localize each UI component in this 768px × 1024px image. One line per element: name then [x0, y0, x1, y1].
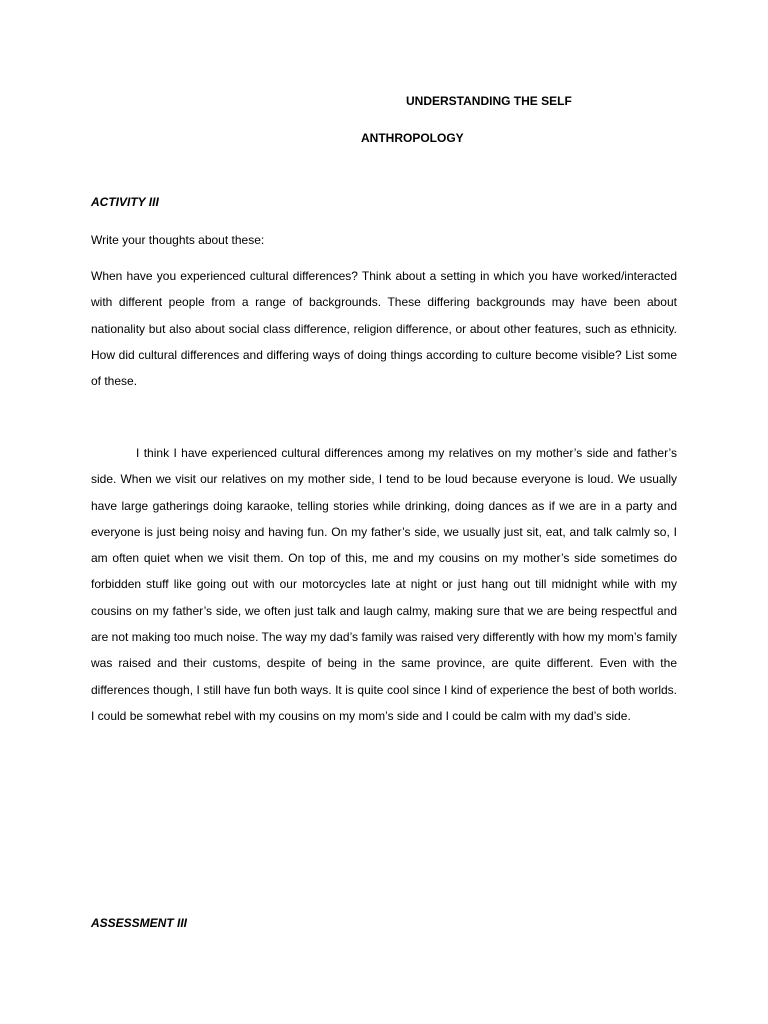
document-title: UNDERSTANDING THE SELF: [406, 94, 572, 108]
activity-heading: ACTIVITY III: [91, 195, 159, 209]
document-subtitle: ANTHROPOLOGY: [361, 131, 464, 145]
prompt-intro: Write your thoughts about these:: [91, 233, 265, 247]
assessment-heading: ASSESSMENT III: [91, 916, 188, 930]
prompt-paragraph: When have you experienced cultural differences? Think about a setting in which you have worked/interacted with different people from a range of backgrounds. These differing backgrounds may have been about nationality but also about social class difference, religion difference, or about other features, such as ethnicity. How did cultural differences and differing ways of doing things according to culture become visible? List some of these.: [91, 269, 677, 389]
answer-paragraph: I think I have experienced cultural differences among my relatives on my mother’s side and father’s side. When we visit our relatives on my mother side, I tend to be loud because everyone is loud. We usually have large gatherings doing karaoke, telling stories while drinking, doing dances as if we are in a party and everyone is just being noisy and having fun. On my father’s side, we usually just sit, eat, and talk calmly so, I am often quiet when we visit them. On top of this, me and my cousins on my mother’s side sometimes do forbidden stuff like going out with our motorcycles late at night or just hang out till midnight while with my cousins on my father’s side, we often just talk and laugh calmy, making sure that we are being respectful and are not making too much noise. The way my dad’s family was raised very differently with how my mom’s family was raised and their customs, despite of being in the same province, are quite different. Even with the differences though, I still have fun both ways. It is quite cool since I kind of experience the best of both worlds. I could be somewhat rebel with my cousins on my mom’s side and I could be calm with my dad’s side.: [91, 446, 678, 723]
